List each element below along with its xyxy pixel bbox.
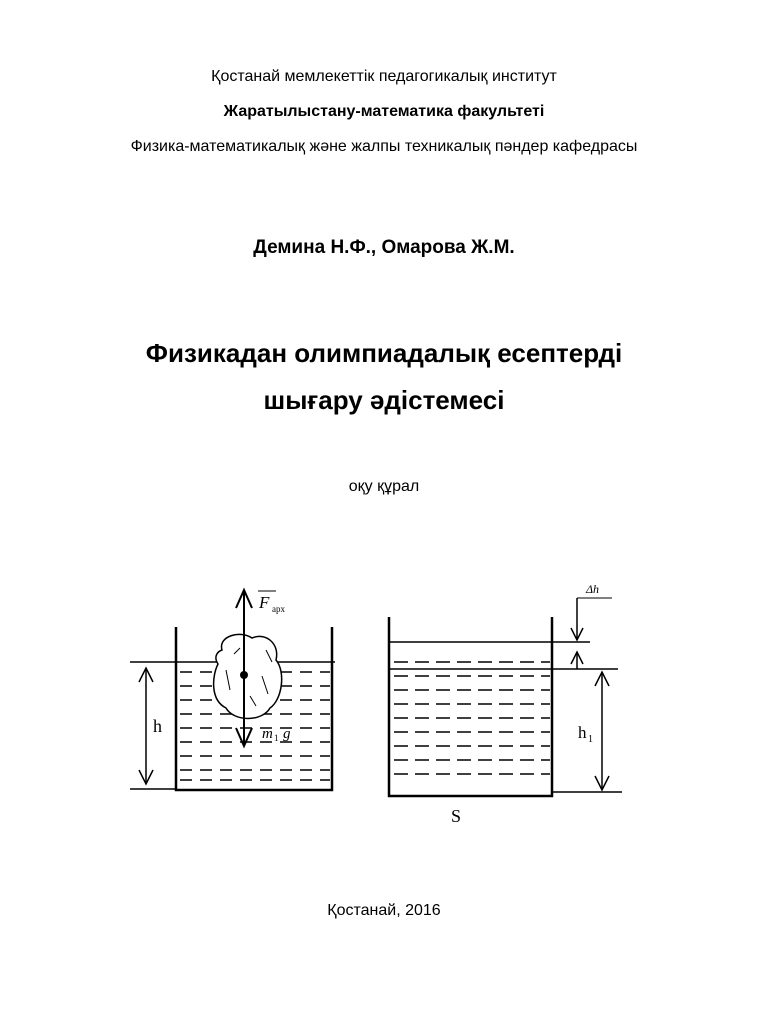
- right-vessel: [389, 598, 622, 796]
- left-vessel: [130, 590, 335, 790]
- physics-figure: [0, 560, 768, 840]
- height-arrow: [139, 668, 153, 784]
- weight-subscript: 1: [274, 733, 279, 743]
- h-label: h: [153, 716, 162, 736]
- title-line-1: Физикадан олимпиадалық есептерді: [145, 338, 623, 368]
- faculty-name: Жаратылыстану-математика факультеті: [223, 103, 545, 120]
- city-year: Қостанай, 2016: [327, 902, 441, 919]
- h1-label: h: [578, 723, 587, 742]
- authors: Демина Н.Ф., Омарова Ж.М.: [253, 237, 515, 258]
- area-label: S: [451, 806, 462, 826]
- department-name: Физика-математикалық және жалпы техникалық пәндер кафедрасы: [130, 138, 638, 155]
- buoyant-force-label: F: [259, 593, 270, 612]
- h1-subscript: 1: [588, 734, 593, 745]
- buoyant-force-subscript: арх: [272, 604, 285, 614]
- delta-h-label: Δh: [586, 582, 600, 596]
- weight-g: g: [283, 726, 291, 742]
- delta-h-arrows: [571, 598, 583, 669]
- title-line-2: шығару әдістемесі: [263, 385, 505, 415]
- weight-label: m: [262, 726, 273, 742]
- institute-name: Қостанай мемлекеттік педагогикалық институт: [211, 68, 557, 85]
- h1-arrow: [595, 672, 609, 790]
- subtitle: оқу құрал: [348, 478, 420, 495]
